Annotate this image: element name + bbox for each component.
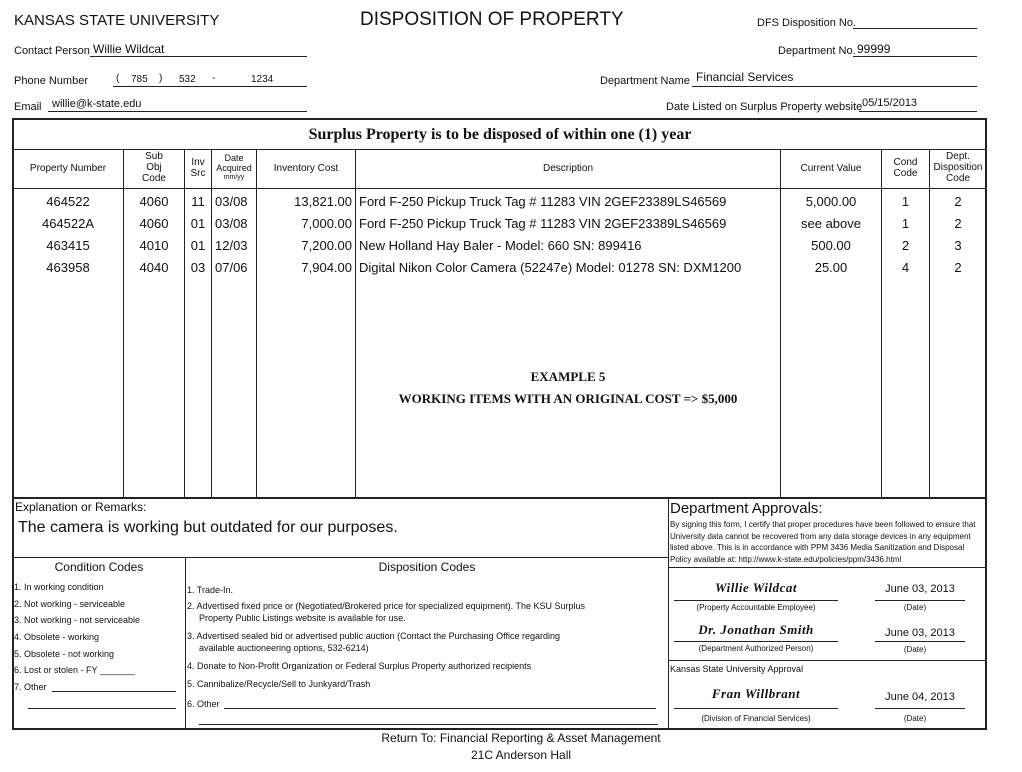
signature-date[interactable]: June 03, 2013 xyxy=(885,583,955,595)
col-header-description: Description xyxy=(542,163,594,174)
col-header-date-acquired: Date Acquired mm/yy xyxy=(216,153,252,181)
dfs-label: DFS Disposition No. xyxy=(757,17,857,29)
return-to: Return To: Financial Reporting & Asset Management xyxy=(381,731,661,745)
ksu-approval-divider xyxy=(669,660,986,661)
phone-label: Phone Number xyxy=(14,75,88,87)
disposition-code[interactable]: 3 xyxy=(954,238,962,253)
col-header-property-number: Property Number xyxy=(29,163,107,174)
remarks-text[interactable]: The camera is working but outdated for our purposes. xyxy=(18,519,398,536)
date-line xyxy=(875,641,965,642)
dfs-underline xyxy=(853,28,977,29)
col-header-sub-obj-code: Sub Obj Code xyxy=(142,151,166,184)
banner-divider xyxy=(13,149,986,150)
dept-name-underline xyxy=(692,86,977,87)
example-subtitle: WORKING ITEMS WITH AN ORIGINAL COST => $5,000 xyxy=(398,391,738,406)
statement-divider xyxy=(669,567,986,568)
date-acquired[interactable]: 03/08 xyxy=(215,194,248,209)
signature-role: (Property Accountable Employee) xyxy=(696,603,816,612)
description[interactable]: Ford F-250 Pickup Truck Tag # 11283 VIN 2GEF23389LS46569 xyxy=(359,194,727,209)
current-value[interactable]: 25.00 xyxy=(814,260,848,275)
date-listed-label: Date Listed on Surplus Property website xyxy=(666,101,863,113)
approvals-title: Department Approvals: xyxy=(670,500,823,517)
dept-no-value[interactable]: 99999 xyxy=(857,42,891,56)
email-underline xyxy=(48,111,307,112)
inventory-cost[interactable]: 7,000.00 xyxy=(301,216,352,231)
codes-divider xyxy=(13,557,668,558)
signature-line xyxy=(674,708,838,709)
col-header-inv-src: Inv Src xyxy=(190,157,206,179)
condition-code-item: 3. Not working - not serviceable xyxy=(14,615,141,625)
codes-column-divider xyxy=(185,557,186,729)
disposition-code-item: 3. Advertised sealed bid or advertised public auction (Contact the Purchasing Office regarding xyxy=(187,631,561,641)
disposition-code[interactable]: 2 xyxy=(954,216,962,231)
phone-area[interactable]: 785 xyxy=(131,74,148,85)
sub-obj-code[interactable]: 4060 xyxy=(139,216,169,231)
signature-line xyxy=(674,600,838,601)
phone-underline xyxy=(113,86,307,87)
date-caption: (Date) xyxy=(903,603,927,612)
property-number[interactable]: 463415 xyxy=(46,238,90,253)
date-caption: (Date) xyxy=(903,645,927,654)
contact-value[interactable]: Willie Wildcat xyxy=(93,42,165,56)
col-sep xyxy=(355,149,356,497)
signature-role: (Division of Financial Services) xyxy=(701,714,811,723)
condition-code-item: 1. In working condition xyxy=(14,582,104,592)
date-acquired[interactable]: 07/06 xyxy=(215,260,248,275)
return-address: 21C Anderson Hall xyxy=(470,748,572,762)
date-line xyxy=(875,600,965,601)
date-acquired[interactable]: 03/08 xyxy=(215,216,248,231)
phone-close-paren: ) xyxy=(159,73,163,84)
phone-open-paren: ( xyxy=(116,73,120,84)
example-title: EXAMPLE 5 xyxy=(530,369,606,384)
signature-employee[interactable]: Willie Wildcat xyxy=(715,580,797,595)
date-caption: (Date) xyxy=(903,714,927,723)
condition-code-item: 2. Not working - serviceable xyxy=(14,599,126,609)
current-value[interactable]: 5,000.00 xyxy=(805,194,857,209)
col-header-cond-code: Cond Code xyxy=(893,157,918,179)
email-value[interactable]: willie@k-state.edu xyxy=(52,98,142,110)
cond-code[interactable]: 1 xyxy=(901,194,910,209)
other-disposition-underline[interactable] xyxy=(224,708,656,709)
dept-name-label: Department Name xyxy=(600,75,690,87)
phone-line[interactable]: 1234 xyxy=(251,74,274,85)
current-value[interactable]: see above xyxy=(801,216,861,231)
items-bottom-divider xyxy=(13,497,986,499)
date-listed-value[interactable]: 05/15/2013 xyxy=(862,97,918,109)
inv-src[interactable]: 03 xyxy=(190,260,206,275)
other-condition-underline[interactable] xyxy=(52,691,176,692)
header-row-divider xyxy=(13,188,986,189)
property-number[interactable]: 464522A xyxy=(41,216,95,231)
disposition-code-item: 6. Other xyxy=(187,699,220,709)
university-name: KANSAS STATE UNIVERSITY xyxy=(14,12,220,29)
col-header-current-value: Current Value xyxy=(800,163,862,174)
signature-financial-services[interactable]: Fran Willbrant xyxy=(711,686,801,701)
sub-obj-code[interactable]: 4060 xyxy=(139,194,169,209)
property-number[interactable]: 463958 xyxy=(46,260,90,275)
other-disposition-underline-2[interactable] xyxy=(199,724,658,725)
email-label: Email xyxy=(14,101,42,113)
disposition-code-item: 1. Trade-In. xyxy=(187,585,234,595)
disposition-code[interactable]: 2 xyxy=(954,260,962,275)
date-acquired[interactable]: 12/03 xyxy=(215,238,248,253)
phone-prefix[interactable]: 532 xyxy=(179,74,196,85)
inventory-cost[interactable]: 7,200.00 xyxy=(301,238,352,253)
phone-dash: - xyxy=(212,73,216,84)
property-number[interactable]: 464522 xyxy=(46,194,90,209)
disposition-code-item-cont: Property Public Listings website is available for use. xyxy=(199,613,406,623)
signature-line xyxy=(674,641,838,642)
dept-no-label: Department No. xyxy=(778,45,856,57)
disposition-codes-title: Disposition Codes xyxy=(378,560,476,574)
condition-code-item: 4. Obsolete - working xyxy=(14,632,100,642)
other-condition-underline-2[interactable] xyxy=(28,708,176,709)
condition-code-item: 5. Obsolete - not working xyxy=(14,649,115,659)
remarks-label: Explanation or Remarks: xyxy=(15,500,147,514)
signature-department[interactable]: Dr. Jonathan Smith xyxy=(698,622,814,637)
signature-date[interactable]: June 03, 2013 xyxy=(885,627,955,639)
disposal-banner: Surplus Property is to be disposed of within one (1) year xyxy=(308,126,692,143)
approvals-statement: By signing this form, I certify that proper procedures have been followed to ensure that University data cannot be recovered from any data storage devices in any equipment listed above. This is in accordance with PPM 3436 Media Sanitization and Disposal Policy available at: http://www.k-state.edu/policies/ppm/3436.html xyxy=(670,520,976,564)
disposition-code-item: 4. Donate to Non-Profit Organization or Federal Surplus Property authorized recipients xyxy=(187,661,532,671)
cond-code[interactable]: 4 xyxy=(901,260,910,275)
disposition-code[interactable]: 2 xyxy=(954,194,962,209)
sub-obj-code[interactable]: 4040 xyxy=(139,260,169,275)
dept-name-value[interactable]: Financial Services xyxy=(696,70,794,84)
inv-src[interactable]: 01 xyxy=(190,216,206,231)
current-value[interactable]: 500.00 xyxy=(811,238,851,253)
col-header-disposition-code: Dept. Disposition Code xyxy=(933,151,983,184)
contact-label: Contact Person xyxy=(14,45,90,57)
condition-code-item: 7. Other xyxy=(14,682,47,692)
approvals-divider xyxy=(668,497,669,729)
signature-date[interactable]: June 04, 2013 xyxy=(885,691,955,703)
disposition-code-item-cont: available auctioneering options, 532-6214) xyxy=(199,643,369,653)
inventory-cost[interactable]: 7,904.00 xyxy=(301,260,352,275)
condition-code-item: 6. Lost or stolen - FY _______ xyxy=(14,665,135,675)
description[interactable]: New Holland Hay Baler - Model: 660 SN: 899416 xyxy=(359,238,642,253)
inv-src[interactable]: 11 xyxy=(191,194,205,209)
form-title: DISPOSITION OF PROPERTY xyxy=(360,9,624,30)
signature-role: (Department Authorized Person) xyxy=(698,644,814,653)
ksu-approval-label: Kansas State University Approval xyxy=(670,664,804,674)
disposition-code-item: 5. Cannibalize/Recycle/Sell to Junkyard/Trash xyxy=(187,679,371,689)
date-listed-underline xyxy=(859,111,977,112)
col-sep xyxy=(211,149,212,497)
col-header-inventory-cost: Inventory Cost xyxy=(273,163,339,174)
date-line xyxy=(875,708,965,709)
inv-src[interactable]: 01 xyxy=(190,238,206,253)
disposition-code-item: 2. Advertised fixed price or (Negotiated/Brokered price for specialized equipment). The KSU Surplus xyxy=(187,601,586,611)
description[interactable]: Ford F-250 Pickup Truck Tag # 11283 VIN 2GEF23389LS46569 xyxy=(359,216,727,231)
sub-obj-code[interactable]: 4010 xyxy=(139,238,169,253)
cond-code[interactable]: 2 xyxy=(901,238,910,253)
condition-codes-title: Condition Codes xyxy=(54,560,144,574)
contact-underline xyxy=(90,56,307,57)
description[interactable]: Digital Nikon Color Camera (52247e) Model: 01278 SN: DXM1200 xyxy=(359,260,742,275)
inventory-cost[interactable]: 13,821.00 xyxy=(294,194,352,209)
dept-no-underline xyxy=(853,56,977,57)
cond-code[interactable]: 1 xyxy=(901,216,910,231)
